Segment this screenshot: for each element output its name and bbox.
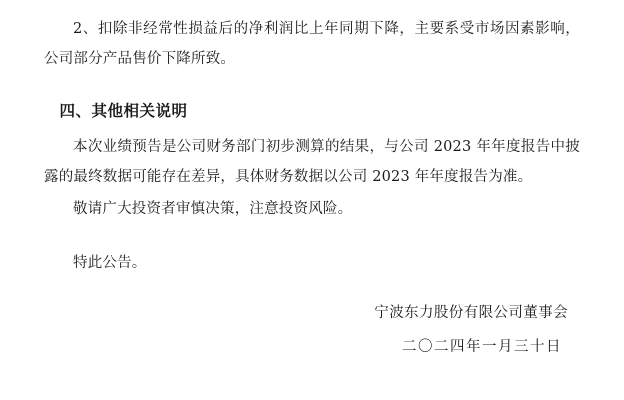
signature-company: 宁波东力股份有限公司董事会 (374, 305, 568, 321)
paragraph-item-2: 2、扣除非经常性损益后的净利润比上年同期下降，主要系受市场因素影响，公司部分产品售价下降所致。 (44, 21, 580, 67)
signature-block (44, 296, 580, 364)
paragraph-forecast-note: 本次业绩预告是公司财务部门初步测算的结果，与公司 2023 年年度报告中披露的最终数据可能存在差异，具体财务数据以公司 2023 年年度报告为准。 (44, 139, 580, 185)
section-heading: 四、其他相关说明 (59, 101, 188, 120)
paragraph-risk-note: 敬请广大投资者审慎决策，注意投资风险。 (73, 201, 353, 217)
paragraph-announcement-note: 特此公告。 (73, 255, 147, 271)
signature-date: 二〇二四年一月三十日 (402, 339, 562, 355)
spacer (44, 226, 580, 248)
spacer (44, 76, 580, 86)
